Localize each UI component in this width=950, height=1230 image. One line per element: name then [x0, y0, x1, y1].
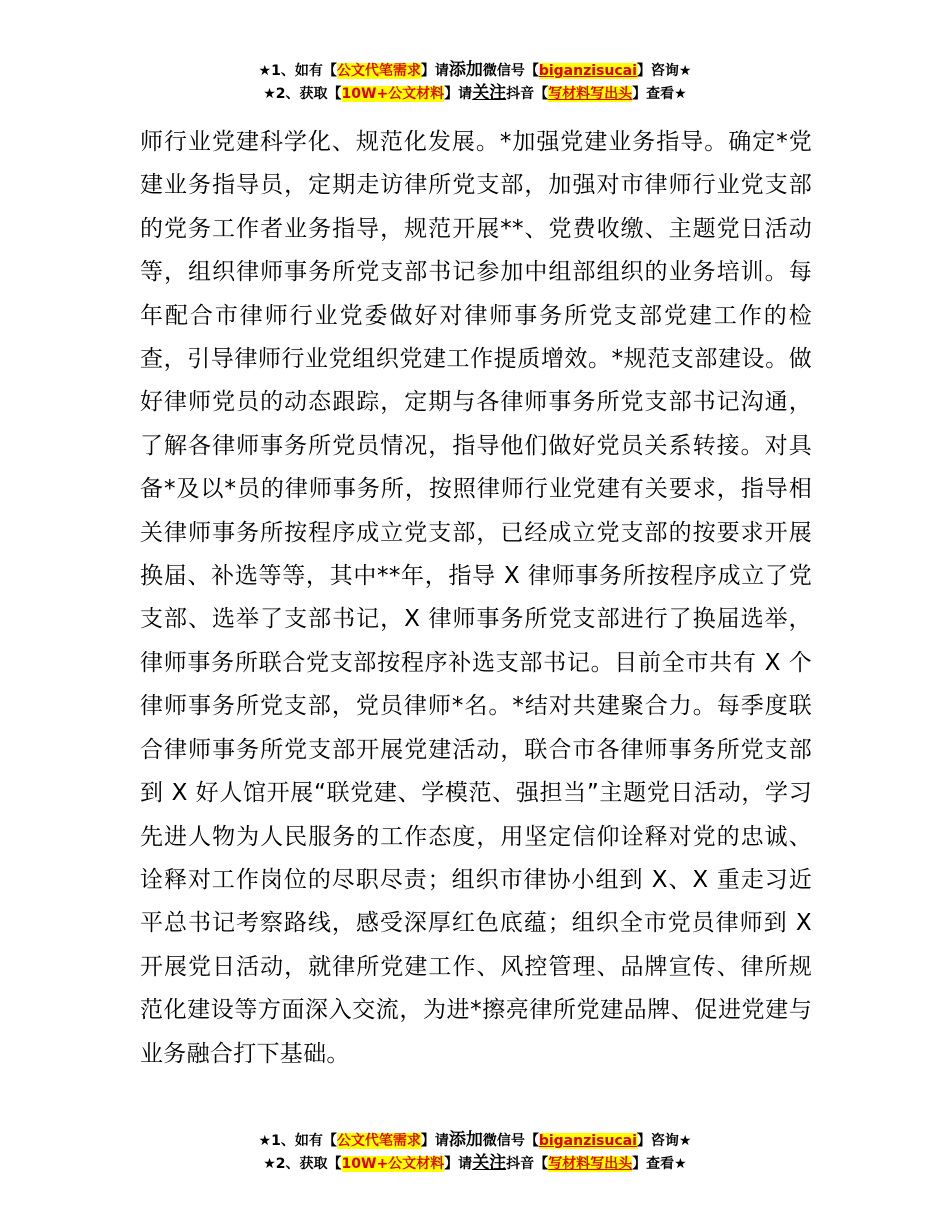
banner-line2-prefix: ★2、获取【: [263, 86, 342, 102]
banner-line1-mid2: 微信号【: [482, 63, 539, 79]
footer-material-highlight: 10W+公文材料: [341, 1156, 445, 1172]
banner-line2-mid1: 】请: [444, 86, 473, 102]
banner-line2-suffix: 】查看★: [632, 86, 687, 102]
material-highlight: 10W+公文材料: [341, 86, 445, 102]
footer-line1-suffix: 】咨询★: [636, 1133, 692, 1149]
footer-wechat-id-link[interactable]: biganzisucai: [538, 1133, 637, 1149]
banner-line-1: [0, 59, 950, 82]
footer-line2-suffix: 】查看★: [632, 1156, 687, 1172]
footer-line2-prefix: ★2、获取【: [263, 1156, 342, 1172]
header-banner: [0, 59, 950, 105]
follow-text: 关注: [472, 83, 507, 103]
footer-line2-mid2: 抖音【: [506, 1156, 549, 1172]
footer-line1-mid1: 】请: [420, 1133, 449, 1149]
douyin-account-link[interactable]: 写材料写出头: [548, 86, 633, 102]
footer-banner-line-2: [0, 1152, 950, 1175]
footer-add-text: 添加: [448, 1130, 483, 1150]
banner-line1-suffix: 】咨询★: [636, 63, 692, 79]
banner-line2-mid2: 抖音【: [506, 86, 549, 102]
footer-douyin-account-link[interactable]: 写材料写出头: [548, 1156, 633, 1172]
footer-line1-mid2: 微信号【: [482, 1133, 539, 1149]
banner-line1-mid1: 】请: [420, 63, 449, 79]
wechat-id-link[interactable]: biganzisucai: [538, 63, 637, 79]
add-text: 添加: [448, 60, 483, 80]
footer-line2-mid1: 】请: [444, 1156, 473, 1172]
footer-banner-line-1: [0, 1129, 950, 1152]
service-highlight: 公文代笔需求: [336, 63, 421, 79]
footer-line1-prefix: ★1、如有【: [258, 1133, 337, 1149]
document-body-paragraph: 师行业党建科学化、规范化发展。*加强党建业务指导。确定*党建业务指导员，定期走访律所党支部，加强对市律师行业党支部的党务工作者业务指导，规范开展**、党费收缴、主题党日活动等，组织律师事务所党支部书记参加中组部组织的业务培训。每年配合市律师行业党委做好对律师事务所党支部党建工作的检查，引导律师行业党组织党建工作提质增效。*规范支部建设。做好律师党员的动态跟踪，定期与各律师事务所党支部书记沟通，了解各律师事务所党员情况，指导他们做好党员关系转接。对具备*及以*员的律师事务所，按照律师行业党建有关要求，指导相关律师事务所按程序成立党支部，已经成立党支部的按要求开展换届、补选等等，其中**年，指导 X 律师事务所按程序成立了党支部、选举了支部书记，X 律师事务所党支部进行了换届选举，律师事务所联合党支部按程序补选支部书记。目前全市共有 X 个律师事务所党支部，党员律师*名。*结对共建聚合力。每季度联合律师事务所党支部开展党建活动，联合市各律师事务所党支部到 X 好人馆开展“联党建、学模范、强担当”主题党日活动，学习先进人物为人民服务的工作态度，用坚定信仰诠释对党的忠诚、诠释对工作岗位的尽职尽责；组织市律协小组到 X、X 重走习近平总书记考察路线，感受深厚红色底蕴；组织全市党员律师到 X 开展党日活动，就律所党建工作、风控管理、品牌宣传、律所规范化建设等方面深入交流，为进*擦亮律所党建品牌、促进党建与业务融合打下基础。: [140, 129, 812, 1067]
banner-line1-prefix: ★1、如有【: [258, 63, 337, 79]
footer-banner: [0, 1129, 950, 1175]
footer-service-highlight: 公文代笔需求: [336, 1133, 421, 1149]
footer-follow-text: 关注: [472, 1153, 507, 1173]
banner-line-2: [0, 82, 950, 105]
